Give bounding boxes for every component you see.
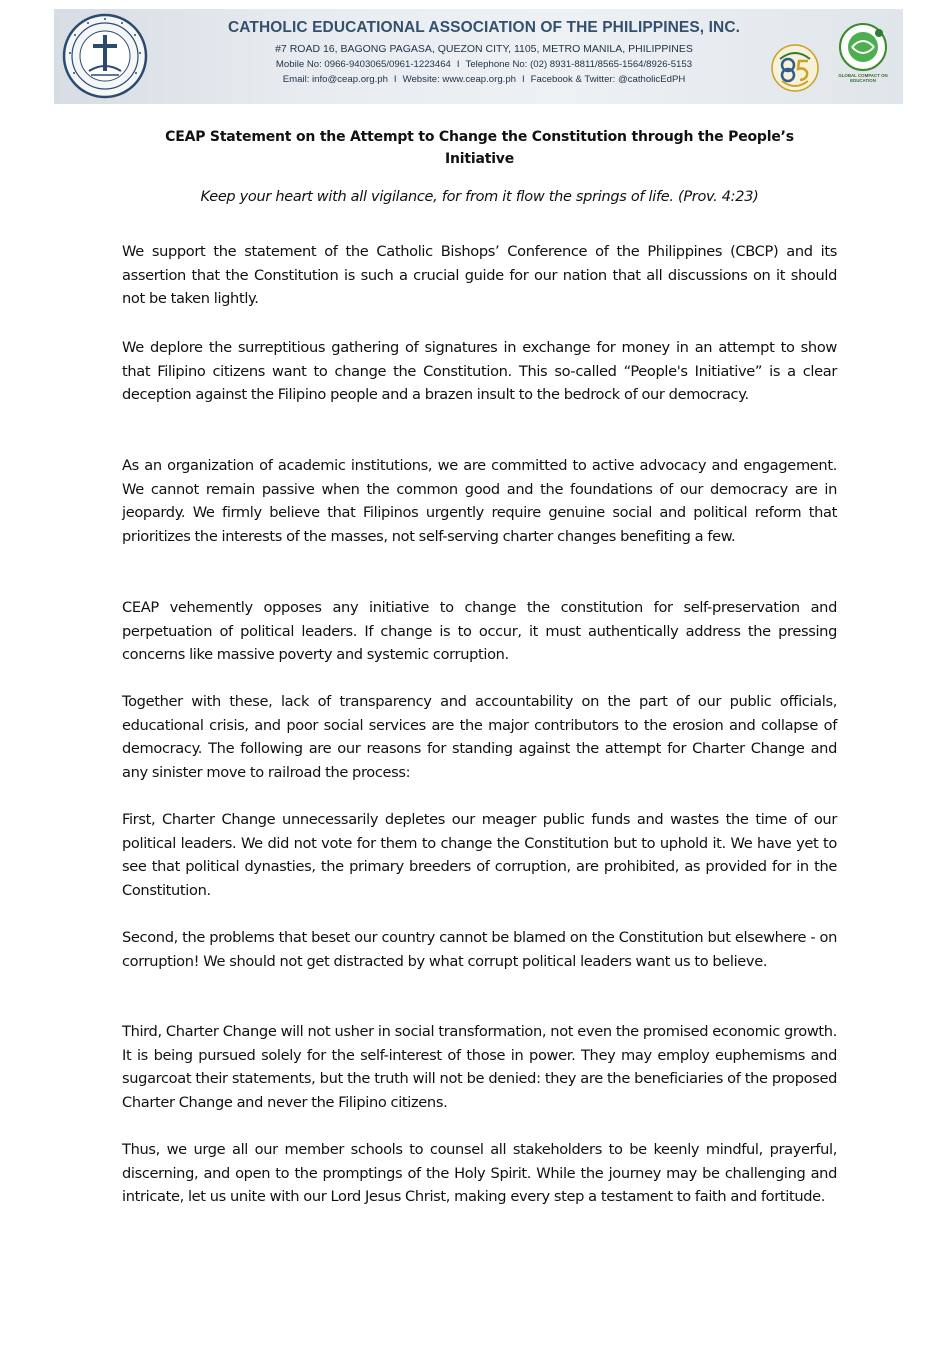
paragraph: We support the statement of the Catholic Bishops’ Conference of the Philippines (CBCP) and its assertion that the Constitution is such a crucial guide for our nation that all discussions on it should not be taken lightly. xyxy=(122,243,837,308)
letterhead-text xyxy=(204,19,764,85)
online-contact-line xyxy=(204,74,764,85)
separator: I xyxy=(522,74,525,85)
separator: I xyxy=(456,59,460,70)
ceap-seal-icon xyxy=(62,13,148,99)
paragraph: Thus, we urge all our member schools to counsel all stakeholders to be keenly mindful, prayerful, discerning, and open to the promptings of the Holy Spirit. While the journey may be challenging and intricate, let us unite with our Lord Jesus Christ, making every step a testament to faith and fortitude. xyxy=(122,1141,837,1206)
paragraph: Third, Charter Change will not usher in social transformation, not even the promised economic growth. It is being pursued solely for the self-interest of those in power. They may employ euphemisms and sugarcoat their statements, but the truth will not be denied: they are the beneficiaries of the proposed Charter Change and never the Filipino citizens. xyxy=(122,1023,837,1111)
paragraph: Second, the problems that beset our country cannot be blamed on the Constitution but elsewhere - on corruption! We should not get distracted by what corrupt political leaders want us to believe. xyxy=(122,929,837,970)
paragraph: CEAP vehemently opposes any initiative to change the constitution for self-preservation and perpetuation of political leaders. If change is to occur, it must authentically address the pressing concerns like massive poverty and systemic corruption. xyxy=(122,599,837,664)
mobile-number: Mobile No: 0966-9403065/0961-1223464 xyxy=(275,59,451,70)
statement-document xyxy=(122,126,837,1206)
separator: I xyxy=(393,74,397,85)
statement-title: CEAP Statement on the Attempt to Change the Constitution through the People’s Initiative xyxy=(165,129,794,167)
gce-logo-text: GLOBAL COMPACT ON EDUCATION xyxy=(838,73,888,83)
telephone-number: Telephone No: (02) 8931-8811/8565-1564/8926-5153 xyxy=(465,59,693,70)
paragraph: Together with these, lack of transparency and accountability on the part of our public officials, educational crisis, and poor social services are the major contributors to the erosion and collapse of democracy. The following are our reasons for standing against the attempt for Charter Change and any sinister move to railroad the process: xyxy=(122,693,837,781)
email-address[interactable]: Email: info@ceap.org.ph xyxy=(282,74,388,85)
paragraph: First, Charter Change unnecessarily depletes our meager public funds and wastes the time of our political leaders. We did not vote for them to change the Constitution but to uphold it. We have yet to see that political dynasties, the primary breeders of corruption, are prohibited, as provided for in the Constitution. xyxy=(122,811,837,899)
organization-name: CATHOLIC EDUCATIONAL ASSOCIATION OF THE PHILIPPINES, INC. xyxy=(227,19,741,36)
phone-line xyxy=(204,59,764,70)
letterhead xyxy=(54,9,903,104)
address-line: #7 ROAD 16, BAGONG PAGASA, QUEZON CITY, 1105, METRO MANILA, PHILIPPINES xyxy=(275,43,693,55)
paragraph: As an organization of academic institutions, we are committed to active advocacy and engagement. We cannot remain passive when the common good and the foundations of our democracy are in jeopardy. We firmly believe that Filipinos urgently require genuine social and political reform that prioritizes the interests of the masses, not self-serving charter changes benefiting a few. xyxy=(122,457,837,545)
paragraph: We deplore the surreptitious gathering of signatures in exchange for money in an attempt to show that Filipino citizens want to change the Constitution. This so-called “People's Initiative” is a clear deception against the Filipino people and a brazen insult to the bedrock of our democracy. xyxy=(122,339,837,404)
social-handle[interactable]: Facebook & Twitter: @catholicEdPH xyxy=(530,74,686,85)
website-link[interactable]: Website: www.ceap.org.ph xyxy=(402,74,516,85)
global-compact-on-education-logo-icon xyxy=(832,21,894,97)
bible-verse-epigraph: Keep your heart with all vigilance, for from it flow the springs of life. (Prov. 4:23) xyxy=(200,189,759,205)
85th-anniversary-logo-icon xyxy=(770,41,820,97)
